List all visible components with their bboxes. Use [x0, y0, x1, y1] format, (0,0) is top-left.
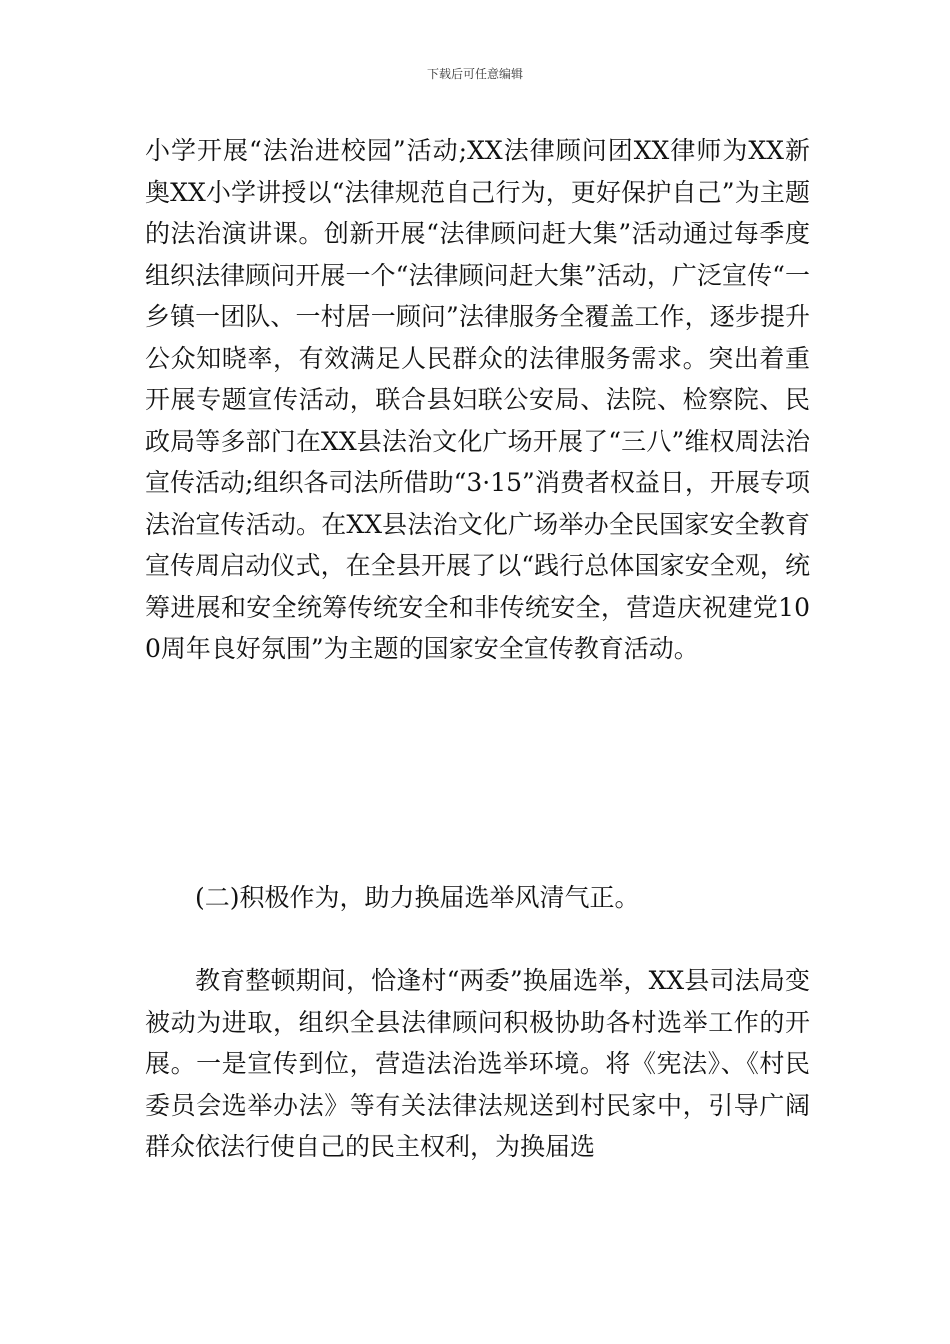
body-paragraph-2: 教育整顿期间，恰逢村“两委”换届选举，XX县司法局变被动为进取，组织全县法律顾问积极协助各村选举工作的开展。一是宣传到位，营造法治选举环境。将《宪法》、《村民委员会选举办法》等有关法律法规送到村民家中，引导广阔群众依法行使自己的民主权利，为换届选	[145, 966, 810, 1161]
body-paragraph-1: 小学开展“法治进校园”活动;XX法律顾问团XX律师为XX新奥XX小学讲授以“法律规范自己行为，更好保护自己”为主题的法治演讲课。创新开展“法律顾问赶大集”活动通过每季度组织法律顾问开展一个“法律顾问赶大集”活动，广泛宣传“一乡镇一团队、一村居一顾问”法律服务全覆盖工作，逐步提升公众知晓率，有效满足人民群众的法律服务需求。突出着重开展专题宣传活动，联合县妇联公安局、法院、检察院、民政局等多部门在XX县法治文化广场开展了“三八”维权周法治宣传活动;组织各司法所借助“3·15”消费者权益日，开展专项法治宣传活动。在XX县法治文化广场举办全民国家安全教育宣传周启动仪式，在全县开展了以“践行总体国家安全观，统筹进展和安全统筹传统安全和非传统安全，营造庆祝建党100周年良好氛围”为主题的国家安全宣传教育活动。	[145, 136, 810, 663]
page-header-note: 下载后可任意编辑	[426, 67, 523, 81]
section-heading-2: (二)积极作为，助力换届选举风清气正。	[195, 883, 640, 912]
